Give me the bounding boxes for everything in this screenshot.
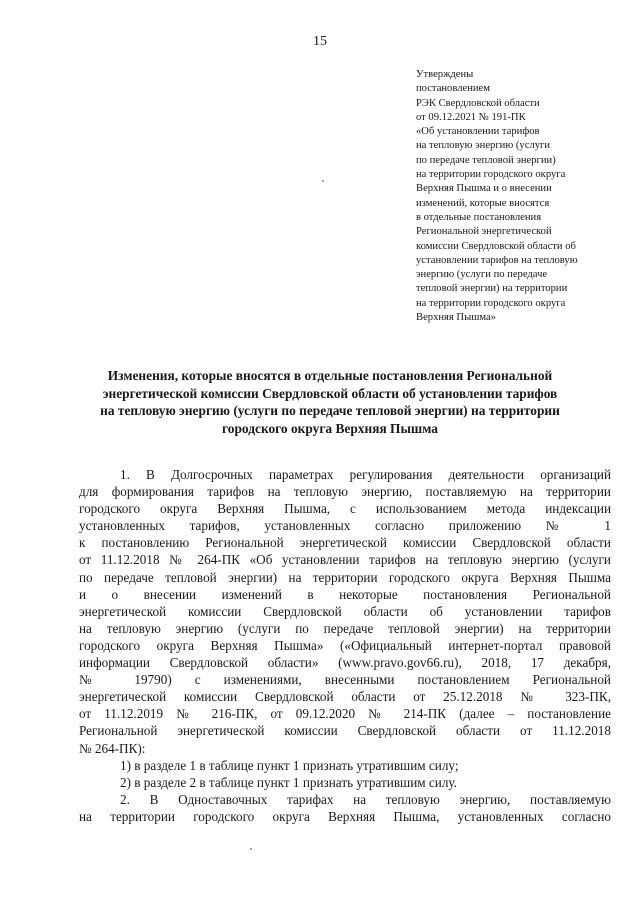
body-line: 2) в разделе 2 в таблице пункт 1 признать утратившим силу. [120, 774, 457, 790]
body-line: к постановлению Региональной энергетической комиссии Свердловской области [79, 535, 611, 551]
approval-line: в отдельные постановления [416, 211, 542, 223]
approval-line: постановлением [416, 83, 490, 95]
body-line: и о внесении изменений в некоторые постановления Региональной [79, 586, 611, 602]
body-line: по передаче тепловой энергии) на территории городского округа Верхняя Пышма [79, 569, 611, 585]
approval-line: Верхняя Пышма и о внесении [416, 183, 552, 195]
approval-line: на территории городского округа [416, 169, 566, 181]
title-line: энергетической комиссии Свердловской области об установлении тарифов [102, 385, 558, 401]
title-line: городского округа Верхняя Пышма [222, 420, 438, 436]
approval-line: тепловой энергии) на территории [416, 283, 568, 295]
approval-line: Верхняя Пышма» [416, 312, 496, 324]
document-body [79, 466, 611, 825]
body-line: информации Свердловской области» (www.pravo.gov66.ru), 2018, 17 декабря, [79, 655, 611, 671]
body-line: на территории городского округа Верхняя Пышма, установленных согласно [79, 808, 611, 824]
body-line: для формирования тарифов на тепловую энергию, поставляемую на территории [79, 484, 611, 500]
approval-line: изменений, которые вносятся [416, 197, 550, 209]
body-line: от 11.12.2018 № 264-ПК «Об установлении тарифов на тепловую энергию (услуги [79, 552, 611, 568]
approval-line: на территории городского округа [416, 297, 566, 309]
approval-line: от 09.12.2021 № 191-ПК [416, 111, 526, 123]
body-line: городского округа Верхняя Пышма» («Официальный интернет-портал правовой [79, 637, 611, 653]
body-line: установленных тарифов, установленных согласно приложению № 1 [79, 518, 611, 534]
approval-line: по передаче тепловой энергии) [416, 154, 556, 166]
body-line: городского округа Верхняя Пышма, с использованием метода индексации [79, 501, 611, 517]
title-line: на тепловую энергию (услуги по передаче тепловой энергии) на территории [100, 403, 560, 419]
title-line: Изменения, которые вносятся в отдельные постановления Региональной [107, 368, 553, 383]
approval-line: установлении тарифов на тепловую [416, 254, 578, 266]
page-number: 15 [313, 34, 327, 49]
body-line: энергетической комиссии Свердловской области от 25.12.2018 № 323-ПК, [79, 689, 611, 705]
body-line: Региональной энергетической комиссии Свердловской области от 11.12.2018 [79, 723, 611, 739]
document-title [60, 367, 600, 437]
approval-line: РЭК Свердловской области [416, 97, 540, 109]
body-line: 1) в разделе 1 в таблице пункт 1 признать утратившим силу; [120, 757, 459, 773]
body-line: энергетической комиссии Свердловской области об установлении тарифов [79, 603, 611, 619]
approval-line: Региональной энергетической [416, 226, 552, 238]
body-line: № 19790) с изменениями, внесенными постановлением Региональной [79, 672, 611, 688]
body-line: на тепловую энергию (услуги по передаче тепловой энергии) на территории [79, 620, 611, 636]
approval-line: комиссии Свердловской области об [416, 240, 576, 252]
body-line: 2. В Одноставочных тарифах на тепловую энергию, поставляемую [120, 791, 611, 807]
approval-block [416, 68, 616, 325]
approval-line: на тепловую энергию (услуги [416, 140, 551, 152]
approval-line: «Об установлении тарифов [416, 126, 540, 138]
scan-speck [322, 180, 324, 182]
body-line: 1. В Долгосрочных параметрах регулирования деятельности организаций [120, 467, 611, 482]
approval-line: энергию (услуги по передаче [416, 269, 548, 281]
approval-line: Утверждены [416, 69, 474, 80]
body-line: № 264-ПК): [79, 740, 146, 756]
body-line: от 11.12.2019 № 216-ПК, от 09.12.2020 № 214-ПК (далее – постановление [79, 706, 611, 722]
scan-speck [250, 848, 252, 850]
